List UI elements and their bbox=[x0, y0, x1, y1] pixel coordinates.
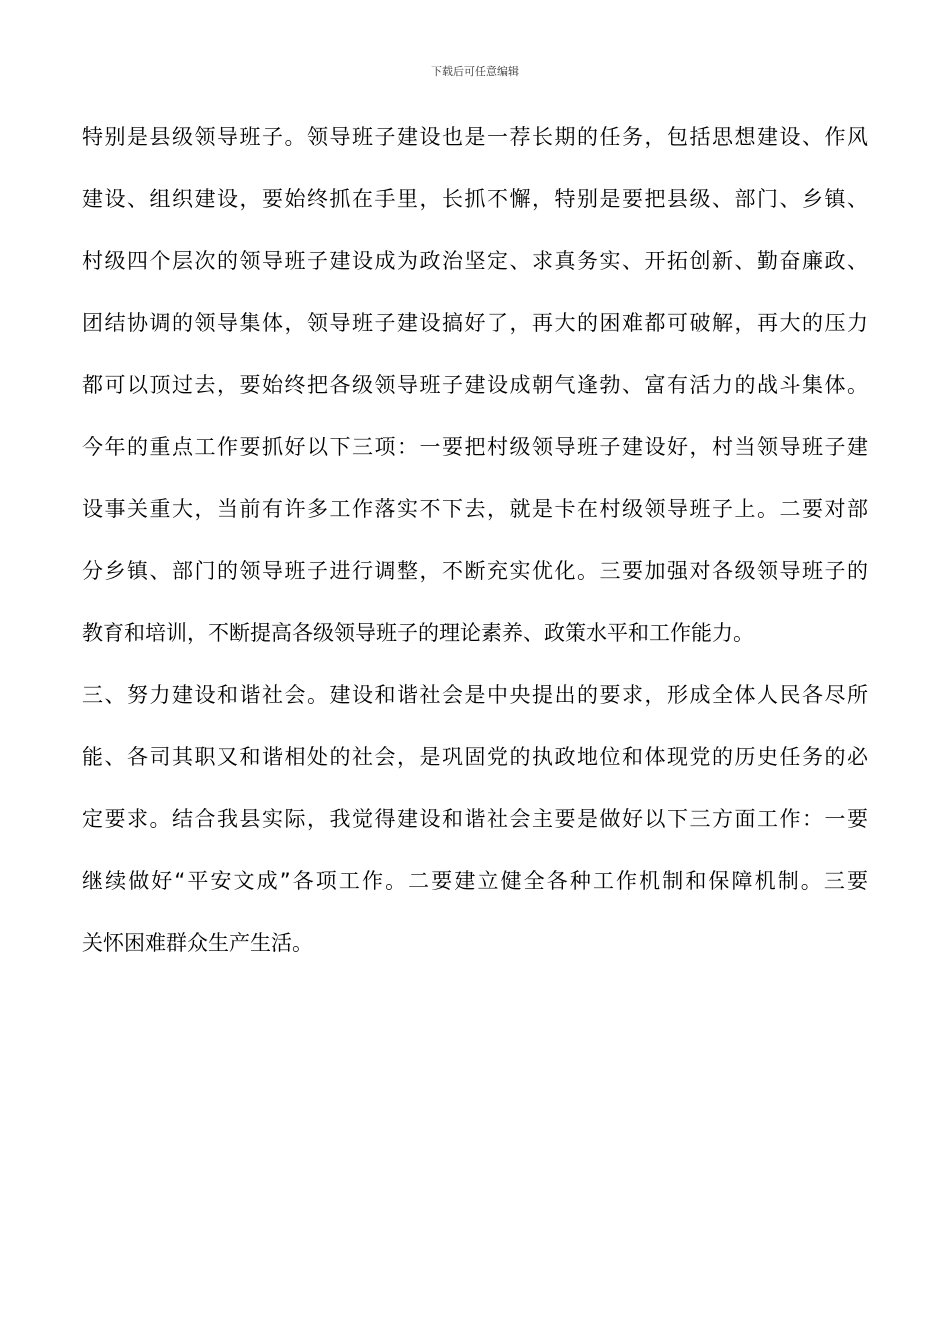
text-line: 村级四个层次的领导班子建设成为政治坚定、求真务实、开拓创新、勤奋廉政、 bbox=[82, 249, 868, 273]
text-line: 都可以顶过去，要始终把各级领导班子建设成朝气逢勃、富有活力的战斗集体。 bbox=[82, 373, 868, 397]
text-line: 特别是县级领导班子。领导班子建设也是一荐长期的任务，包括思想建设、作风 bbox=[82, 125, 868, 149]
text-line: 建设、组织建设，要始终抓在手里，长抓不懈，特别是要把县级、部门、乡镇、 bbox=[82, 187, 868, 211]
page-header: 下载后可任意编辑 bbox=[431, 65, 519, 78]
text-line: 继续做好“平安文成”各项工作。二要建立健全各种工作机制和保障机制。三要 bbox=[82, 869, 868, 893]
text-line: 关怀困难群众生产生活。 bbox=[82, 931, 313, 955]
text-line: 团结协调的领导集体，领导班子建设搞好了，再大的困难都可破解，再大的压力 bbox=[82, 311, 868, 335]
body-text bbox=[82, 118, 868, 986]
text-line: 定要求。结合我县实际，我觉得建设和谐社会主要是做好以下三方面工作：一要 bbox=[82, 807, 868, 831]
text-line: 三、努力建设和谐社会。建设和谐社会是中央提出的要求，形成全体人民各尽所 bbox=[82, 683, 868, 707]
text-line: 今年的重点工作要抓好以下三项：一要把村级领导班子建设好，村当领导班子建 bbox=[82, 435, 868, 459]
text-line: 分乡镇、部门的领导班子进行调整，不断充实优化。三要加强对各级领导班子的 bbox=[82, 559, 868, 583]
text-line: 设事关重大，当前有许多工作落实不下去，就是卡在村级领导班子上。二要对部 bbox=[82, 497, 868, 521]
text-line: 教育和培训，不断提高各级领导班子的理论素养、政策水平和工作能力。 bbox=[82, 621, 754, 645]
text-line: 能、各司其职又和谐相处的社会，是巩固党的执政地位和体现党的历史任务的必 bbox=[82, 745, 868, 769]
